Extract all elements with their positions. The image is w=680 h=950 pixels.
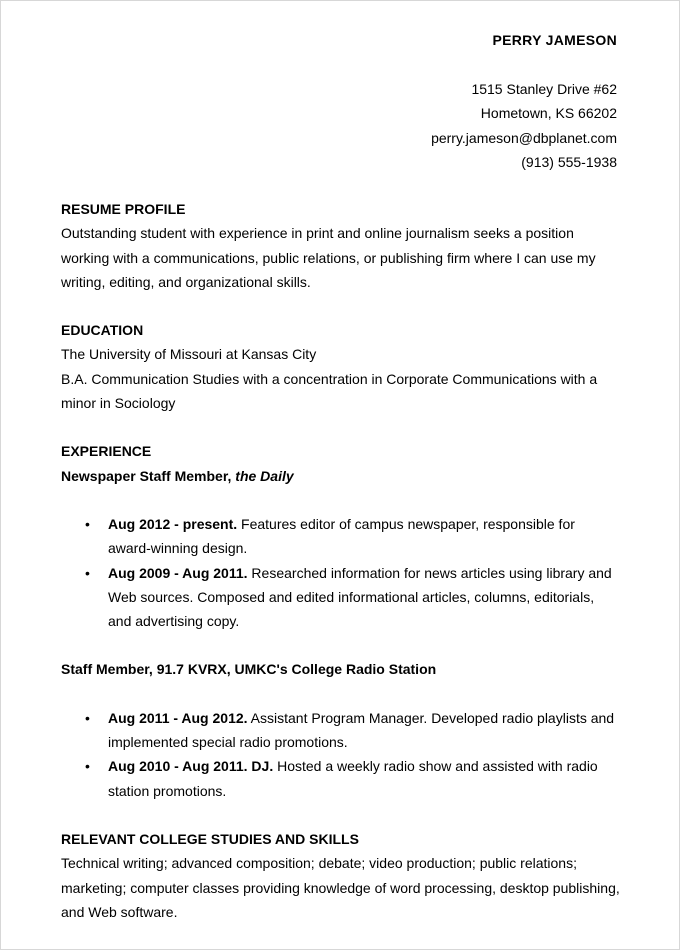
address-line-1: 1515 Stanley Drive #62	[471, 81, 617, 97]
profile-section	[61, 197, 621, 294]
skills-heading: RELEVANT COLLEGE STUDIES AND SKILLS	[61, 830, 359, 847]
profile-heading: RESUME PROFILE	[61, 201, 186, 217]
candidate-name: PERRY JAMESON	[492, 32, 617, 48]
resume-header	[431, 29, 617, 174]
list-item	[61, 706, 621, 755]
bullet-icon: •	[85, 709, 90, 726]
job-organization: the Daily	[235, 467, 294, 484]
job-title	[61, 464, 621, 488]
job-role: Newspaper Staff Member,	[61, 467, 236, 484]
job-title: Staff Member, 91.7 KVRX, UMKC's College Radio Station	[61, 661, 437, 678]
bullet-icon: •	[85, 564, 90, 581]
duty-text: Features editor of campus newspaper, responsible for award-winning design.	[108, 515, 575, 557]
duty-dates: Aug 2009 - Aug 2011.	[108, 564, 248, 581]
education-degree: B.A. Communication Studies with a concentration in Corporate Communications with a minor in Sociology	[61, 370, 598, 412]
profile-text: Outstanding student with experience in print and online journalism seeks a position working with a communications, public relations, or publishing firm where I can use my writing, editing, and organizational skills.	[61, 225, 596, 290]
phone: (913) 555-1938	[521, 153, 617, 170]
duty-text: Assistant Program Manager. Developed radio playlists and implemented special radio promotions.	[108, 709, 615, 751]
address-line-2: Hometown, KS 66202	[480, 105, 617, 122]
duty-dates: Aug 2012 - present.	[108, 515, 238, 532]
job-duties	[61, 706, 621, 803]
list-item	[61, 512, 621, 561]
job-entry	[61, 657, 621, 802]
duty-text: Researched information for news articles using library and Web sources. Composed and edited informational articles, columns, editorials, and advertising copy.	[108, 564, 612, 630]
job-duties	[61, 512, 621, 633]
duty-dates: Aug 2011 - Aug 2012.	[108, 709, 248, 726]
resume-body	[61, 197, 621, 924]
list-item	[61, 754, 621, 803]
duty-text: Hosted a weekly radio show and assisted with radio station promotions.	[108, 758, 598, 799]
education-heading: EDUCATION	[61, 322, 144, 339]
email: perry.jameson@dbplanet.com	[431, 129, 617, 146]
skills-text: Technical writing; advanced composition; debate; video production; public relations; marketing; computer classes providing knowledge of word processing, desktop publishing, and Web software.	[61, 855, 620, 920]
job-entry	[61, 464, 621, 634]
skills-section	[61, 827, 621, 924]
list-item	[61, 561, 621, 634]
bullet-icon: •	[85, 758, 90, 775]
duty-dates: Aug 2010 - Aug 2011. DJ.	[108, 758, 274, 775]
experience-section	[61, 439, 621, 803]
contact-info	[431, 77, 617, 174]
experience-heading: EXPERIENCE	[61, 443, 152, 460]
education-school: The University of Missouri at Kansas City	[61, 346, 317, 363]
bullet-icon: •	[85, 515, 90, 532]
education-section	[61, 318, 621, 415]
